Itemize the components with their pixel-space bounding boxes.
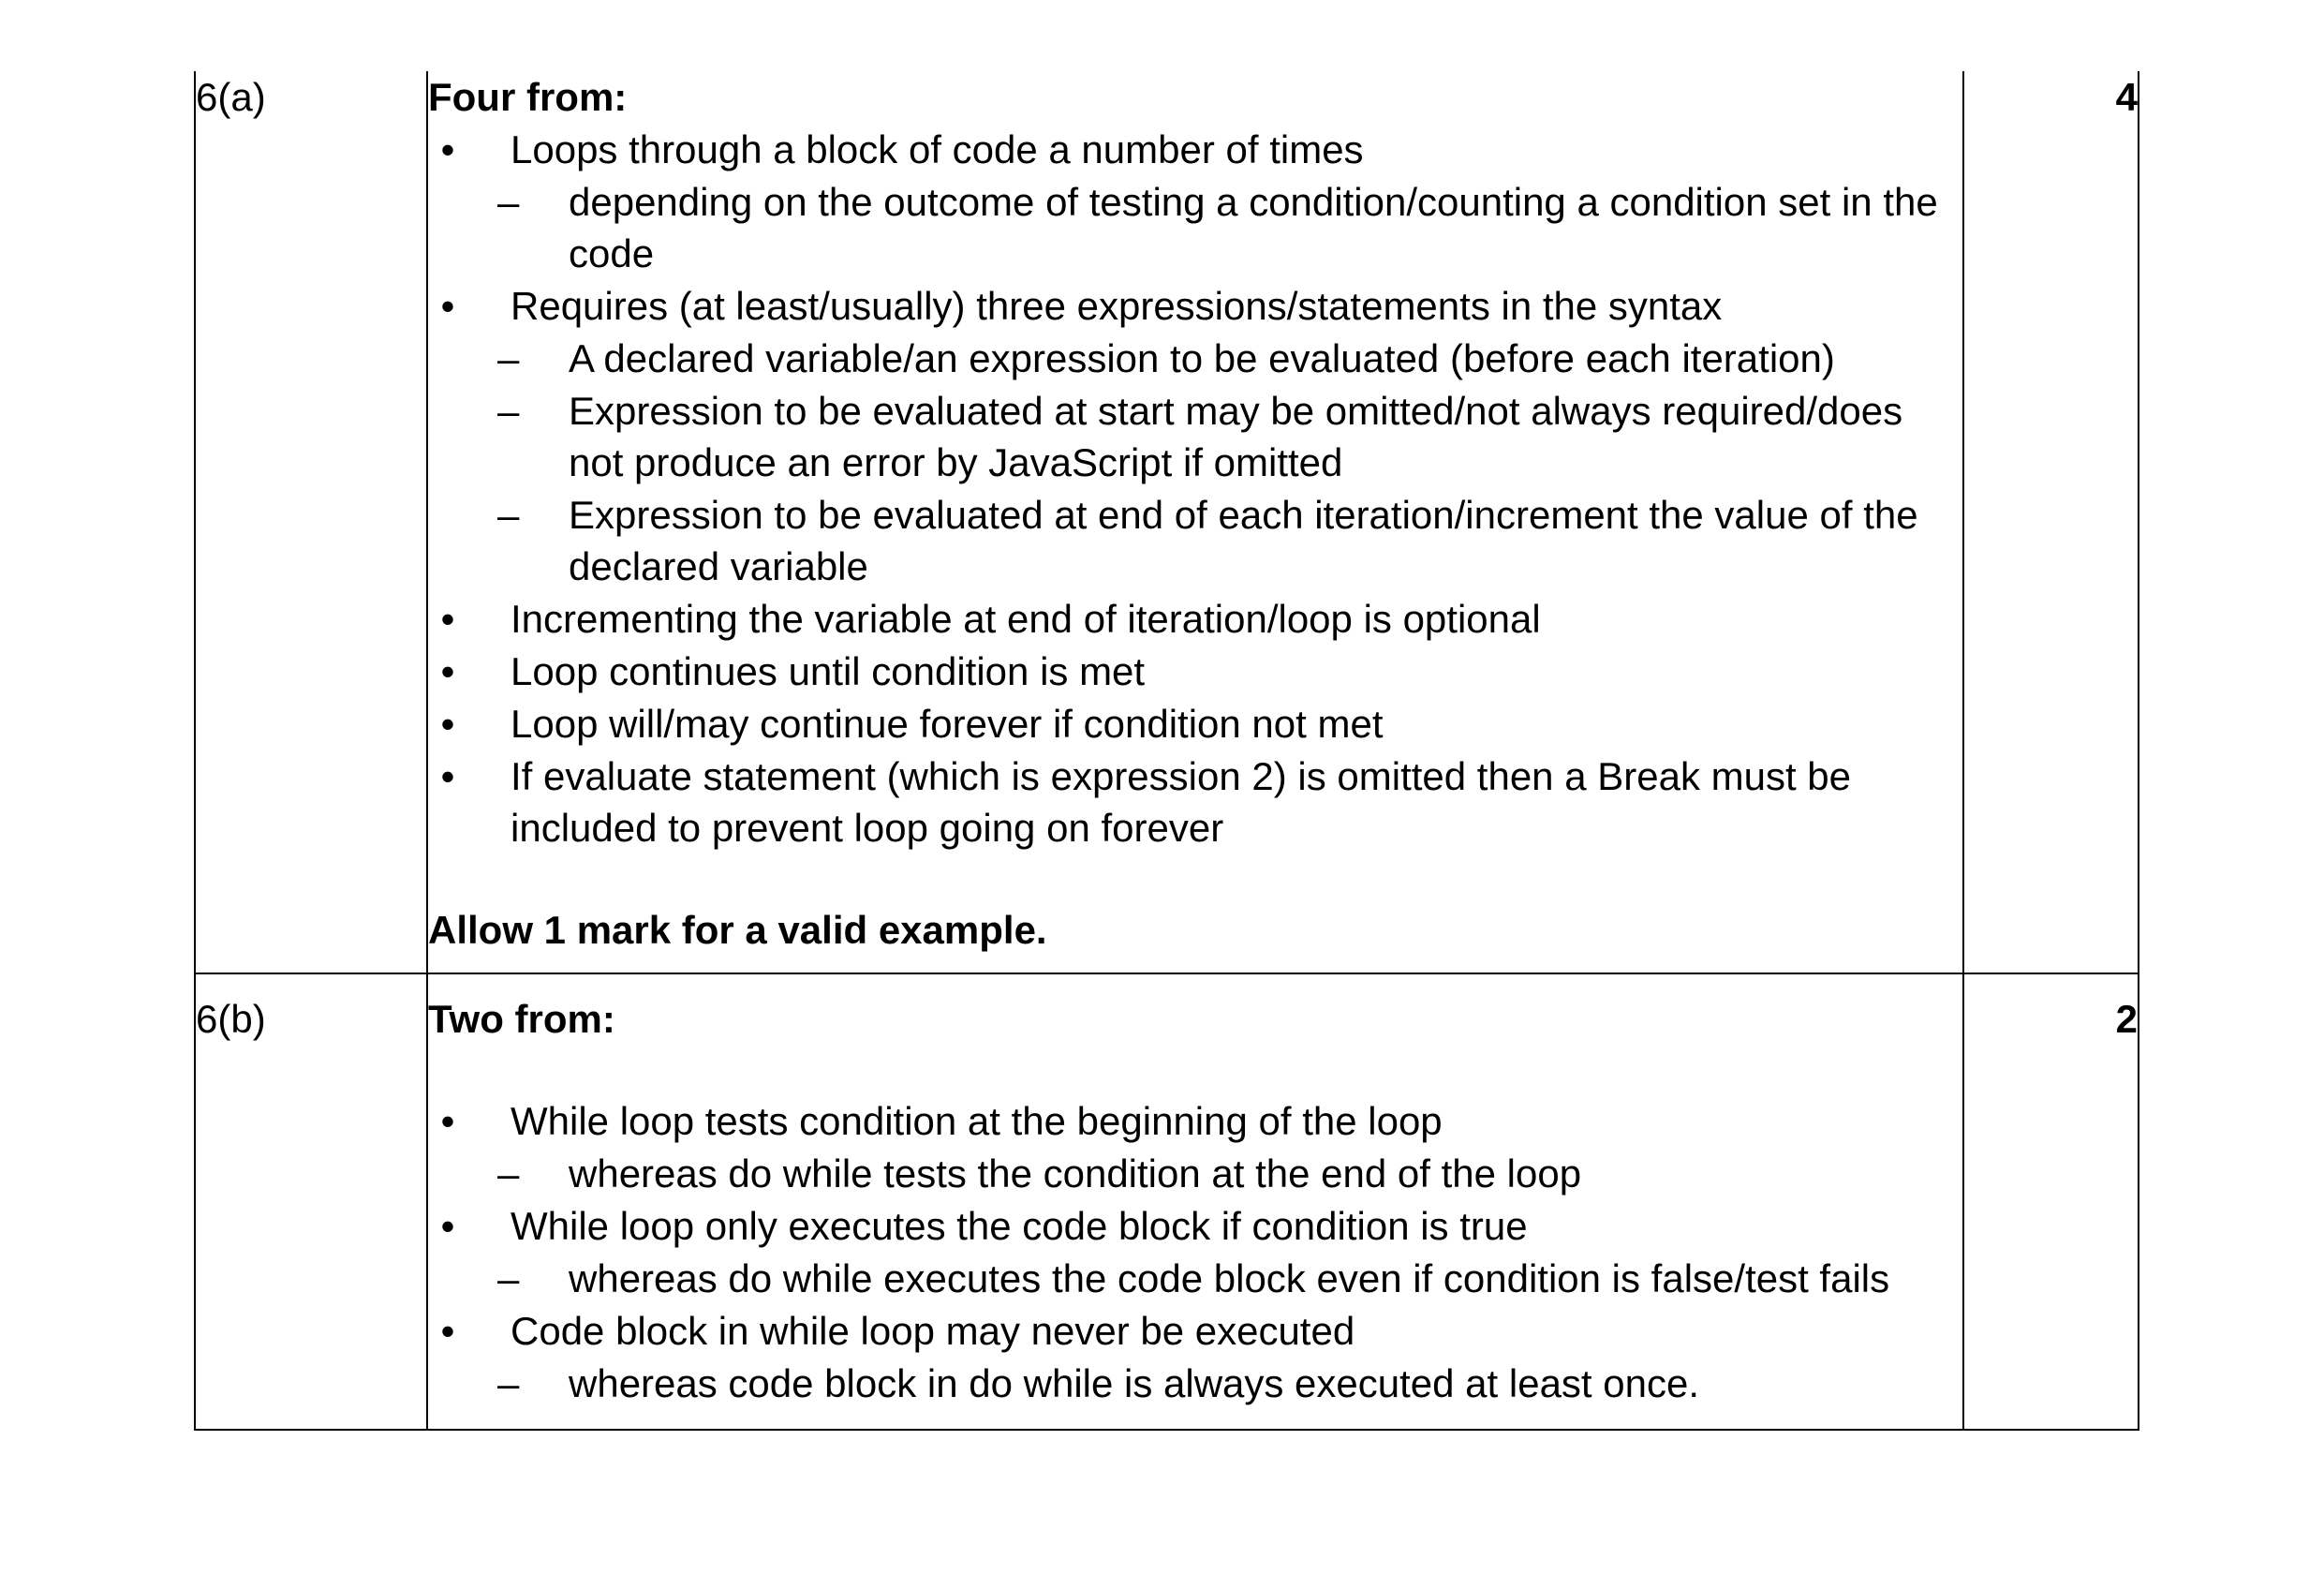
sub-point: [428, 1148, 1962, 1199]
bullet-icon: •: [440, 649, 455, 693]
dash-icon: –: [497, 336, 520, 380]
sub-point: [428, 1253, 1962, 1304]
point-text: While loop tests condition at the beginning of the loop: [511, 1099, 1443, 1143]
bullet-point: [428, 124, 1962, 175]
answer-list: [428, 1095, 1962, 1409]
dash-icon: –: [497, 493, 520, 537]
point-text: Code block in while loop may never be executed: [511, 1309, 1355, 1353]
bullet-icon: •: [440, 1309, 455, 1353]
question-number: 6(a): [195, 71, 427, 973]
answer-heading: Two from:: [428, 997, 615, 1041]
sub-point: [428, 385, 1962, 488]
point-text: whereas do while executes the code block even if condition is false/test fails: [569, 1256, 1890, 1300]
question-number: 6(b): [195, 973, 427, 1430]
bullet-point: [428, 1095, 1962, 1147]
dash-icon: –: [497, 1151, 520, 1195]
bullet-point: [428, 698, 1962, 750]
point-text: Requires (at least/usually) three expressions/statements in the syntax: [511, 284, 1723, 328]
dash-icon: –: [497, 1256, 520, 1300]
point-text: Incrementing the variable at end of iteration/loop is optional: [511, 597, 1541, 641]
bullet-icon: •: [440, 127, 455, 171]
spacer: [428, 854, 1962, 904]
sub-point: [428, 333, 1962, 384]
bullet-point: [428, 593, 1962, 645]
marks-value: 4: [1963, 71, 2139, 973]
bullet-icon: •: [440, 597, 455, 641]
bullet-point: [428, 1305, 1962, 1357]
dash-icon: –: [497, 1361, 520, 1405]
table-row: [195, 71, 2139, 973]
answer-list: [428, 124, 1962, 854]
point-text: Loop continues until condition is met: [511, 649, 1146, 693]
dash-icon: –: [497, 180, 520, 224]
bullet-point: [428, 1200, 1962, 1252]
point-text: Loop will/may continue forever if condition not met: [511, 702, 1384, 746]
point-text: While loop only executes the code block if condition is true: [511, 1204, 1528, 1248]
point-text: If evaluate statement (which is expression 2) is omitted then a Break must be included to prevent loop going on forever: [511, 754, 1852, 850]
bullet-icon: •: [440, 754, 455, 798]
dash-icon: –: [497, 389, 520, 433]
mark-scheme-table: [194, 71, 2139, 1431]
point-text: depending on the outcome of testing a condition/counting a condition set in the code: [569, 180, 1938, 275]
marks-value: 2: [1963, 973, 2139, 1430]
spacer: [428, 1045, 1962, 1094]
bullet-point: [428, 280, 1962, 332]
bullet-icon: •: [440, 702, 455, 746]
bullet-icon: •: [440, 284, 455, 328]
answer-cell: [427, 973, 1963, 1430]
bullet-icon: •: [440, 1099, 455, 1143]
point-text: Expression to be evaluated at end of each iteration/increment the value of the declared variable: [569, 493, 1918, 588]
bullet-icon: •: [440, 1204, 455, 1248]
table-row: [195, 973, 2139, 1430]
point-text: whereas do while tests the condition at the end of the loop: [569, 1151, 1582, 1195]
answer-cell: [427, 71, 1963, 973]
answer-heading: Four from:: [428, 75, 628, 119]
sub-point: [428, 176, 1962, 279]
answer-footer-note: Allow 1 mark for a valid example.: [428, 908, 1047, 952]
bullet-point: [428, 750, 1962, 854]
point-text: Expression to be evaluated at start may be omitted/not always required/does not produce an error by JavaScript if omitted: [569, 389, 1903, 484]
point-text: A declared variable/an expression to be evaluated (before each iteration): [569, 336, 1835, 380]
point-text: whereas code block in do while is always executed at least once.: [569, 1361, 1700, 1405]
sub-point: [428, 489, 1962, 592]
point-text: Loops through a block of code a number of times: [511, 127, 1364, 171]
bullet-point: [428, 646, 1962, 697]
sub-point: [428, 1358, 1962, 1409]
